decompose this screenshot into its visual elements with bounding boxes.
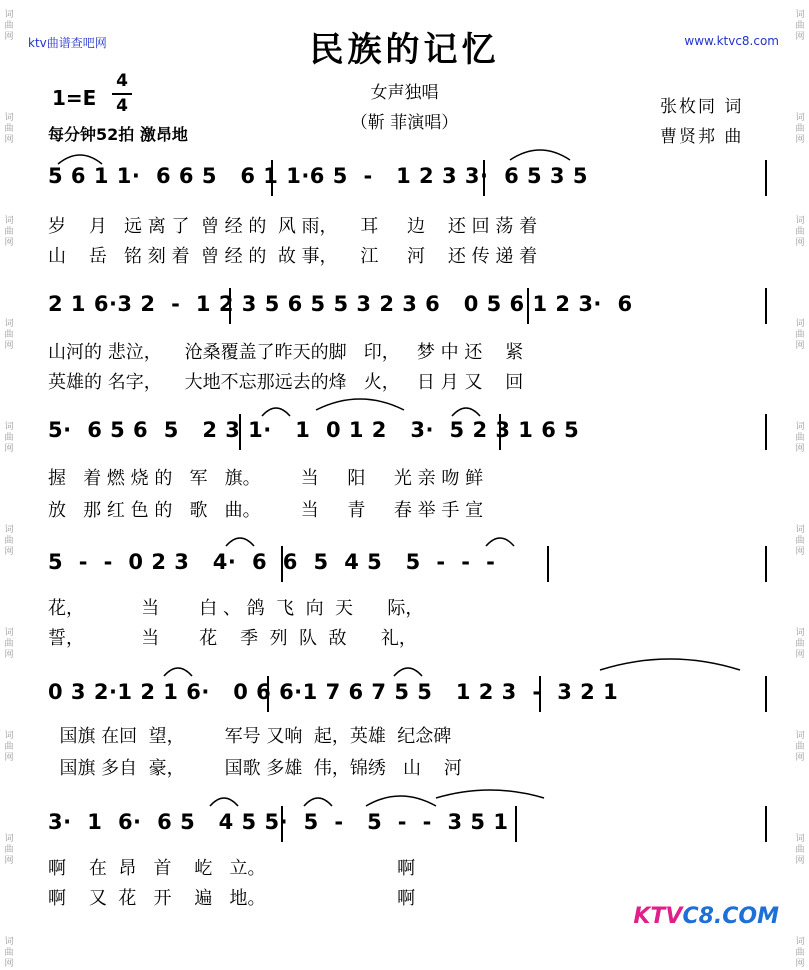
lyric-line-6-verse-2: 啊 又 花 开 遍 地。 啊	[48, 888, 416, 909]
lyric-line-2-verse-2: 英雄的 名字， 大地不忘那远去的烽 火， 日 月 又 回	[48, 372, 524, 393]
lyric-line-5-verse-1: 国旗 在回 望， 军号 又响 起，英雄 纪念碑	[48, 726, 452, 747]
notation-line-5: 0 3 2·1 2 1 6· 0 6 6·1 7 6 7 5 5 1 2 3 - 3 2 1	[48, 680, 619, 704]
lyric-line-1-verse-1: 岁 月 远 离 了 曾 经 的 风 雨， 耳 边 还 回 荡 着	[48, 216, 538, 237]
notation-line-6: 3· 1 6· 6 5 4 5 5· 5 - 5 - - 3 5 1	[48, 810, 509, 834]
key-signature: 1=E	[52, 86, 97, 110]
watermark-left: ktv曲谱查吧网	[28, 36, 107, 50]
notation-line-1: 5 6 1 1· 6 6 5 6 1 1·6 5 - 1 2 3 3· 6 5 3 5	[48, 164, 588, 188]
time-signature-bottom: 4	[116, 96, 128, 116]
lyric-line-3-verse-1: 握 着 燃 烧 的 军 旗。 当 阳 光 亲 吻 鲜	[48, 468, 484, 489]
song-subtitle: 女声独唱	[370, 83, 439, 103]
lyric-line-4-verse-1: 花， 当 白 、 鸽 飞 向 天 际，	[48, 598, 424, 619]
time-signature-top: 4	[116, 71, 128, 91]
tempo-marking: 每分钟52拍 激昂地	[48, 125, 188, 144]
watermark-right: www.ktvc8.com	[684, 34, 779, 48]
logo-c8: C8	[682, 904, 714, 929]
logo-ktv: KTV	[633, 904, 683, 929]
lyric-line-1-verse-2: 山 岳 铭 刻 着 曾 经 的 故 事， 江 河 还 传 递 着	[48, 246, 538, 267]
logo-com: .COM	[713, 904, 779, 929]
side-watermark-right: 词 曲 网 词 曲 网 词 曲 网 词 曲 网 词 曲 网 词 曲 网 词 曲 网 词 曲 网 词 曲 网 词 曲 网	[795, 10, 805, 969]
notation-line-3: 5· 6 5 6 5 2 3 1· 1 0 1 2 3· 5 2 3 1 6 5	[48, 418, 580, 442]
lyric-line-4-verse-2: 誓， 当 花 季 列 队 敌 礼，	[48, 628, 417, 649]
lyricist-credit: 张枚同 词	[660, 97, 744, 117]
performer-note: （靳 菲演唱）	[350, 113, 459, 133]
lyric-line-2-verse-1: 山河的 悲泣， 沧桑覆盖了昨天的脚 印， 梦 中 还 紧	[48, 342, 524, 363]
song-title: 民族的记忆	[309, 30, 500, 70]
lyric-line-3-verse-2: 放 那 红 色 的 歌 曲。 当 青 春 举 手 宣	[48, 500, 484, 521]
composer-credit: 曹贤邦 曲	[660, 127, 744, 147]
lyric-line-5-verse-2: 国旗 多自 豪， 国歌 多雄 伟，锦绣 山 河	[48, 758, 462, 779]
side-watermark-left: 词 曲 网 词 曲 网 词 曲 网 词 曲 网 词 曲 网 词 曲 网 词 曲 网 词 曲 网 词 曲 网 词 曲 网	[4, 10, 14, 969]
time-signature-bar	[112, 93, 132, 95]
notation-line-4: 5 - - 0 2 3 4· 6 6 5 4 5 5 - - -	[48, 550, 496, 574]
site-logo	[633, 904, 779, 929]
notation-line-2: 2 1 6·3 2 - 1 2 3 5 6 5 5 3 2 3 6 0 5 6 1 2 3· 6	[48, 292, 633, 316]
lyric-line-6-verse-1: 啊 在 昂 首 屹 立。 啊	[48, 858, 416, 879]
time-signature	[112, 72, 132, 116]
